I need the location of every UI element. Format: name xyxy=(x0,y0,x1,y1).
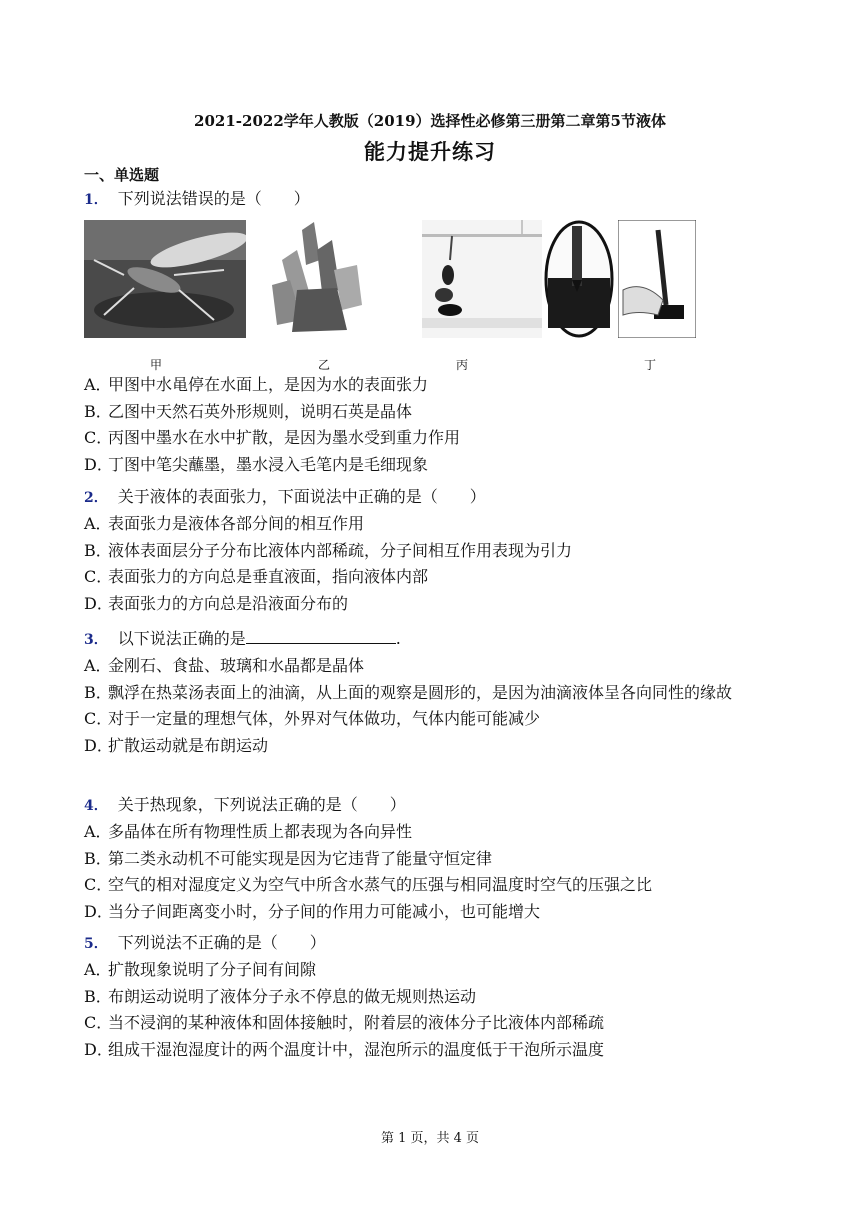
document-title: 2021-2022学年人教版（2019）选择性必修第三册第二章第5节液体 xyxy=(194,112,666,130)
question-number: 4． xyxy=(84,798,108,814)
option-b: B．布朗运动说明了液体分子永不停息的做无规则热运动 xyxy=(84,986,477,1006)
ink-diffusion-photo xyxy=(422,220,542,338)
option-b: B．乙图中天然石英外形规则，说明石英是晶体 xyxy=(84,401,413,421)
question-text: 下列说法不正确的是（ ） xyxy=(117,933,326,952)
option-d: D．丁图中笔尖蘸墨，墨水浸入毛笔内是毛细现象 xyxy=(84,454,429,474)
question-number: 2． xyxy=(84,490,108,506)
option-c: C．空气的相对湿度定义为空气中所含水蒸气的压强与相同温度时空气的压强之比 xyxy=(84,875,653,894)
answer-blank xyxy=(246,629,396,644)
option-a: A．扩散现象说明了分子间有间隙 xyxy=(84,960,317,979)
question-2 xyxy=(84,484,804,617)
water-strider-photo xyxy=(84,220,246,338)
option-c: C．丙图中墨水在水中扩散，是因为墨水受到重力作用 xyxy=(84,428,461,447)
document-subtitle: 能力提升练习 xyxy=(364,139,496,164)
question-number: 3． xyxy=(84,632,108,648)
section-heading: 一、单选题 xyxy=(84,166,160,184)
option-a: A．多晶体在所有物理性质上都表现为各向异性 xyxy=(84,822,413,841)
question-stem: 3． 以下说法正确的是 . xyxy=(84,629,401,648)
option-d: D．当分子间距离变小时，分子间的作用力可能减小，也可能增大 xyxy=(84,901,541,921)
question-text: 下列说法错误的是（ ） xyxy=(117,189,310,208)
question-stem xyxy=(84,484,804,511)
question-text: 关于液体的表面张力，下面说法中正确的是（ ） xyxy=(117,487,486,506)
quartz-crystal-photo xyxy=(262,220,372,338)
option-c: C．当不浸润的某种液体和固体接触时，附着层的液体分子比液体内部稀疏 xyxy=(84,1013,605,1032)
option-d: D．扩散运动就是布朗运动 xyxy=(84,735,269,755)
option-d: D．组成干湿泡湿度计的两个温度计中，湿泡所示的温度低于干泡所示温度 xyxy=(84,1039,605,1059)
figure-caption-yi: 乙 xyxy=(318,358,331,372)
page-footer: 第 1 页，共 4 页 xyxy=(380,1131,480,1146)
option-b: B．飘浮在热菜汤表面上的油滴，从上面的观察是圆形的，是因为油滴液体呈各向同性的缘故 xyxy=(84,682,733,702)
question-4 xyxy=(84,792,804,925)
question-3 xyxy=(84,626,804,759)
figure-caption-jia: 甲 xyxy=(150,358,163,372)
question-5 xyxy=(84,930,804,1063)
option-b: B．第二类永动机不可能实现是因为它违背了能量守恒定律 xyxy=(84,848,493,868)
figure-caption-ding: 丁 xyxy=(644,358,657,372)
option-a: A．表面张力是液体各部分间的相互作用 xyxy=(84,514,365,533)
brush-ink-photo-2 xyxy=(618,220,696,338)
option-d: D．表面张力的方向总是沿液面分布的 xyxy=(84,593,349,613)
brush-ink-photo-1 xyxy=(544,220,614,338)
option-b: B．液体表面层分子分布比液体内部稀疏，分子间相互作用表现为引力 xyxy=(84,540,573,560)
option-a: A．甲图中水黾停在水面上，是因为水的表面张力 xyxy=(84,375,429,394)
question-stem xyxy=(84,186,804,213)
question-stem xyxy=(84,930,804,957)
figure-caption-bing: 丙 xyxy=(456,358,469,372)
question-1 xyxy=(84,186,804,213)
question-1-options xyxy=(84,372,804,478)
question-text: 关于热现象，下列说法正确的是（ ） xyxy=(117,795,406,814)
option-a: A．金刚石、食盐、玻璃和水晶都是晶体 xyxy=(84,656,365,675)
question-stem xyxy=(84,792,804,819)
option-c: C．对于一定量的理想气体，外界对气体做功，气体内能可能减少 xyxy=(84,709,541,728)
option-c: C．表面张力的方向总是垂直液面，指向液体内部 xyxy=(84,567,429,586)
question-number: 1． xyxy=(84,192,108,208)
figure-row xyxy=(84,220,704,370)
question-number: 5． xyxy=(84,936,108,952)
question-text: 以下说法正确的是 xyxy=(117,629,246,648)
